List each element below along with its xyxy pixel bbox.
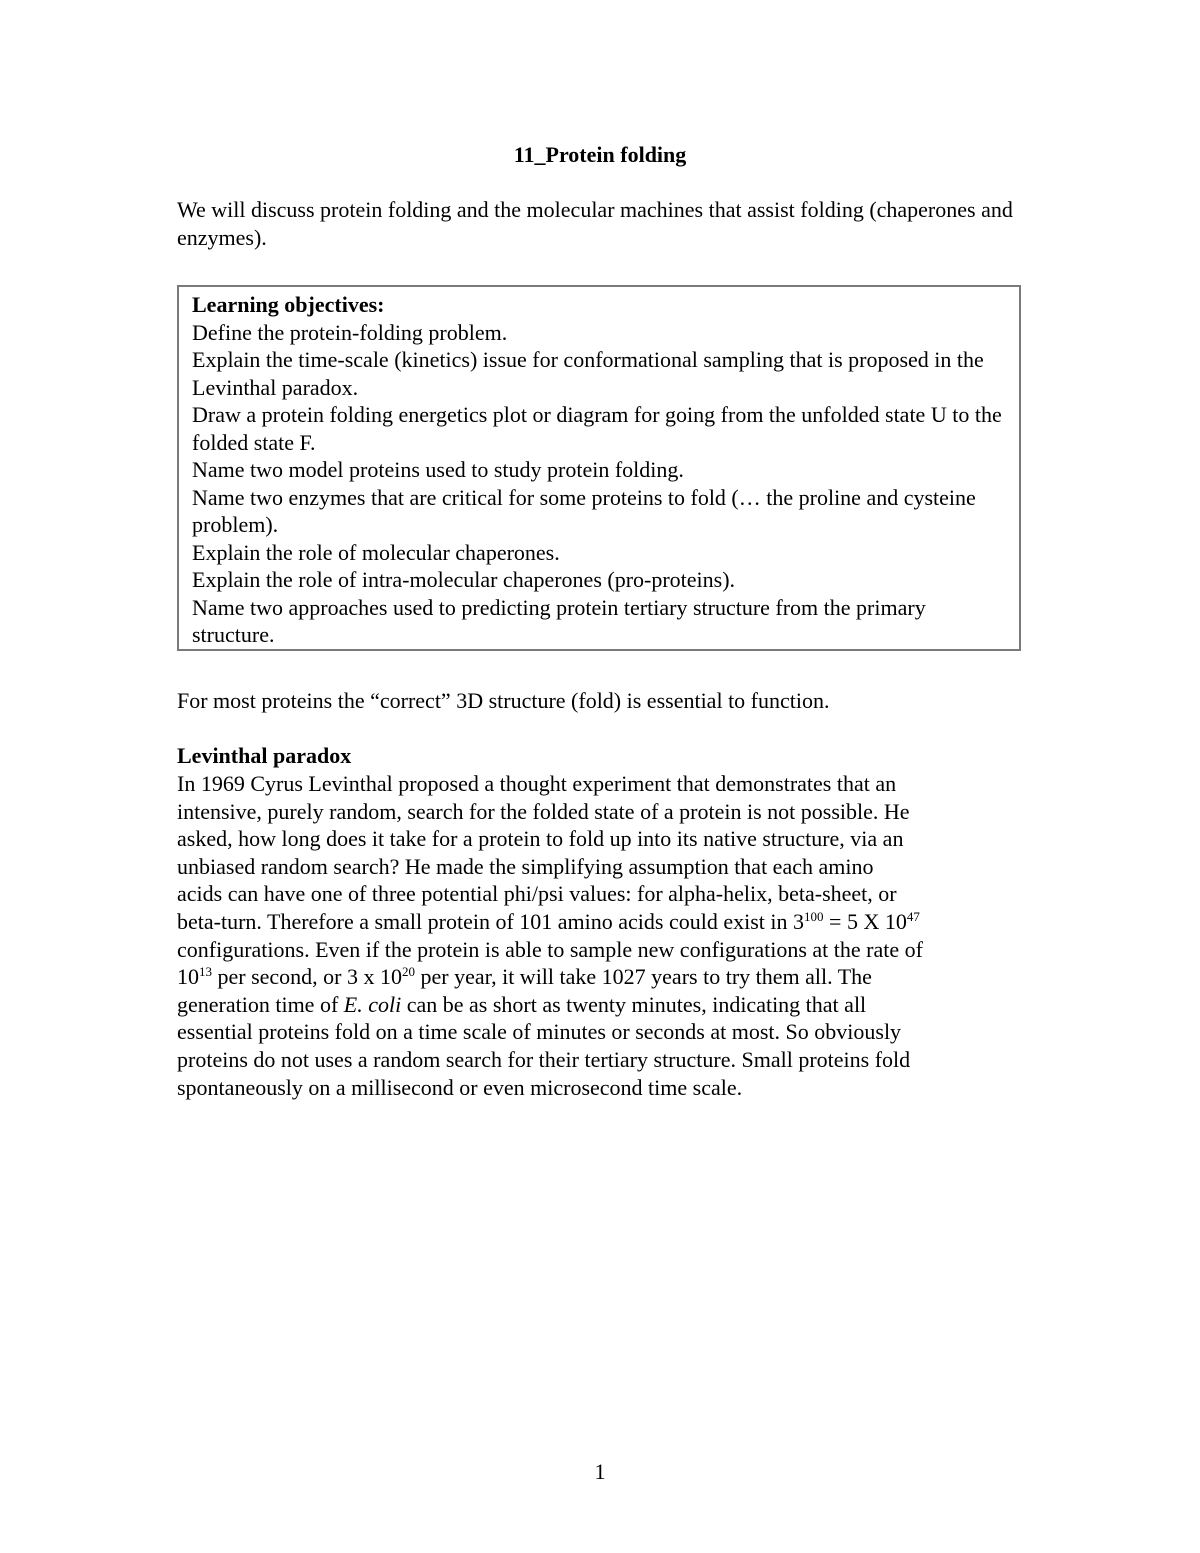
objective-item: Explain the role of molecular chaperones. <box>192 539 560 565</box>
intro-paragraph: We will discuss protein folding and the molecular machines that assist folding (chaperones and enzymes). <box>177 197 1013 250</box>
superscript-exponent: 13 <box>199 964 212 980</box>
paragraph-line-ecoli <box>177 991 1037 1019</box>
paragraph-line: unbiased random search? He made the simplifying assumption that each amino <box>177 853 874 879</box>
text-segment: can be as short as twenty minutes, indicating that all <box>401 991 867 1017</box>
italic-species-name: E. coli <box>343 991 402 1017</box>
paragraph-line: configurations. Even if the protein is able to sample new configurations at the rate of <box>177 936 923 962</box>
paragraph-line-sampling-rate <box>177 963 1037 991</box>
levinthal-heading: Levinthal paradox <box>177 743 352 768</box>
superscript-exponent: 47 <box>906 908 920 924</box>
text-segment: per second, or 3 x 10 <box>212 964 403 990</box>
fold-statement: For most proteins the “correct” 3D structure (fold) is essential to function. <box>177 688 830 713</box>
paragraph-line: spontaneously on a millisecond or even microsecond time scale. <box>177 1074 743 1100</box>
objectives-heading: Learning objectives: <box>192 292 385 317</box>
objective-item: Name two enzymes that are critical for some proteins to fold (… the proline and cysteine problem). <box>192 484 976 537</box>
page-title: 11_Protein folding <box>513 142 687 167</box>
objective-item: Name two model proteins used to study protein folding. <box>192 457 684 482</box>
paragraph-line: asked, how long does it take for a protein to fold up into its native structure, via an <box>177 826 904 852</box>
objective-item: Draw a protein folding energetics plot or diagram for going from the unfolded state U to the folded state F. <box>192 402 1002 455</box>
text-segment: beta-turn. Therefore a small protein of 101 amino acids could exist in 3 <box>177 908 805 934</box>
paragraph-line: In 1969 Cyrus Levinthal proposed a thought experiment that demonstrates that an <box>177 771 897 796</box>
superscript-exponent: 20 <box>402 964 416 980</box>
objective-item: Explain the role of intra-molecular chaperones (pro-proteins). <box>192 567 736 592</box>
page-number: 1 <box>594 1459 606 1484</box>
objective-item: Explain the time-scale (kinetics) issue for conformational sampling that is proposed in the Levinthal paradox. <box>192 347 984 400</box>
text-segment: generation time of <box>177 991 344 1017</box>
text-segment: per year, it will take 1027 years to try them all. The <box>415 964 872 990</box>
paragraph-line: intensive, purely random, search for the folded state of a protein is not possible. He <box>177 798 910 824</box>
superscript-exponent: 100 <box>804 908 824 924</box>
learning-objectives-box <box>177 285 1021 651</box>
objective-item: Name two approaches used to predicting protein tertiary structure from the primary structure. <box>192 594 926 647</box>
levinthal-paragraph <box>177 770 1037 1101</box>
paragraph-line: acids can have one of three potential phi/psi values: for alpha-helix, beta-sheet, or <box>177 881 897 907</box>
paragraph-line-configurations-count <box>177 908 1037 936</box>
objective-item: Define the protein-folding problem. <box>192 319 508 345</box>
text-segment: 10 <box>177 964 199 990</box>
paragraph-line: proteins do not uses a random search for their tertiary structure. Small proteins fold <box>177 1046 911 1072</box>
text-segment: = 5 X 10 <box>823 908 907 934</box>
paragraph-line: essential proteins fold on a time scale of minutes or seconds at most. So obviously <box>177 1019 902 1045</box>
